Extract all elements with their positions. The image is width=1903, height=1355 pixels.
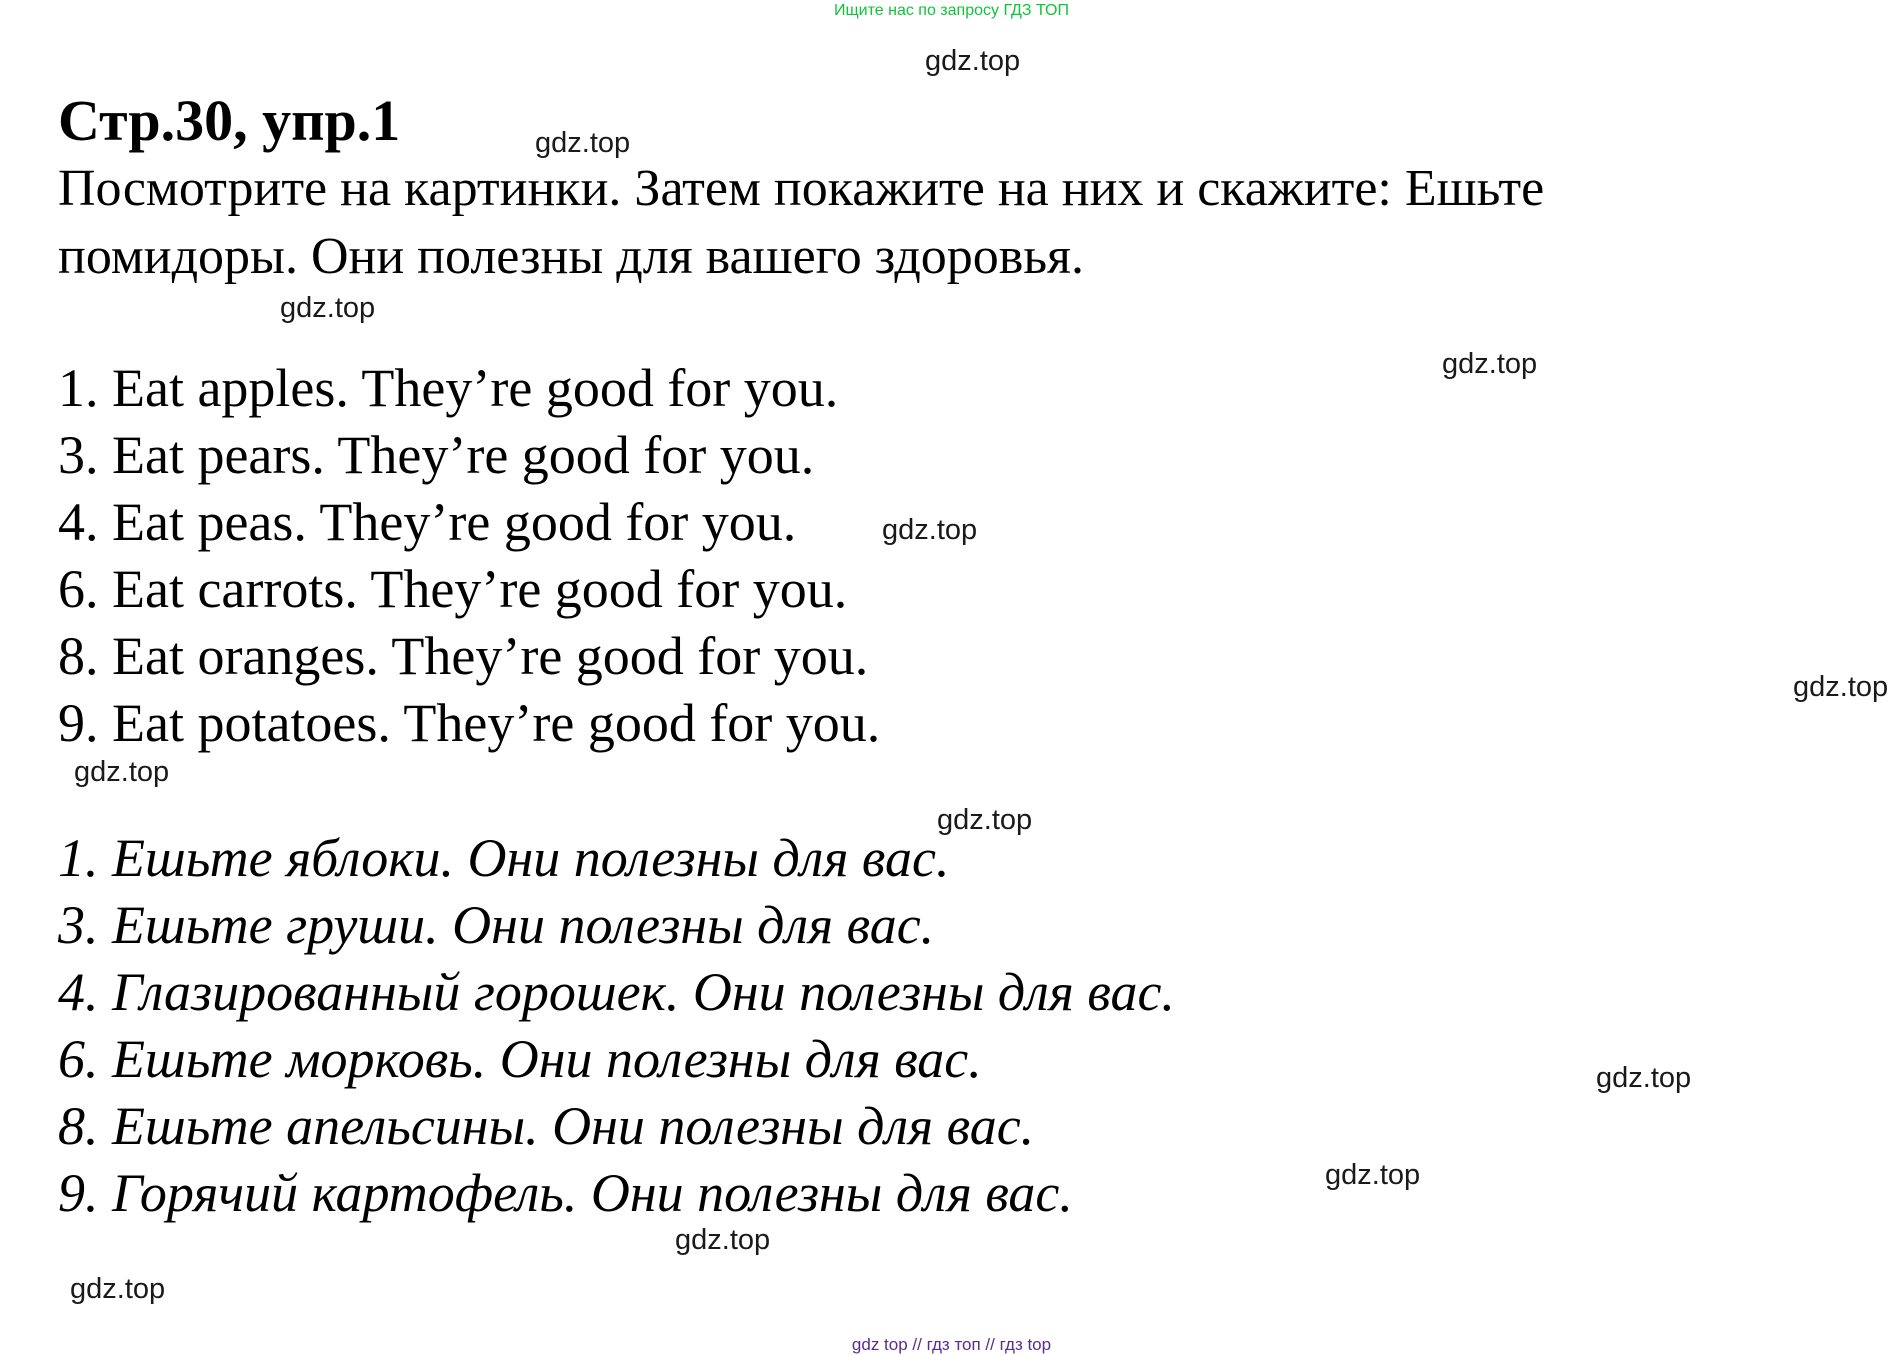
russian-answer: 9. Горячий картофель. Они полезны для вас. xyxy=(58,1163,1073,1223)
watermark: gdz.top xyxy=(925,45,1021,77)
watermark: gdz.top xyxy=(937,804,1033,836)
watermark: gdz.top xyxy=(1793,671,1889,703)
english-answer: 4. Eat peas. They’re good for you. xyxy=(58,492,797,552)
english-answer-list xyxy=(58,355,880,757)
russian-answer: 6. Ешьте морковь. Они полезны для вас. xyxy=(58,1029,982,1089)
watermark: gdz.top xyxy=(70,1273,166,1305)
english-answer: 1. Eat apples. They’re good for you. xyxy=(58,358,839,418)
watermark: gdz.top xyxy=(1325,1159,1421,1191)
english-answer: 9. Eat potatoes. They’re good for you. xyxy=(58,693,881,753)
russian-answer: 3. Ешьте груши. Они полезны для вас. xyxy=(58,895,935,955)
watermark: gdz.top xyxy=(535,127,631,159)
watermark: gdz.top xyxy=(280,292,376,324)
english-answer: 3. Eat pears. They’re good for you. xyxy=(58,425,815,485)
russian-answer: 4. Глазированный горошек. Они полезны для вас. xyxy=(58,962,1175,1022)
top-banner: Ищите нас по запросу ГДЗ ТОП xyxy=(834,2,1069,19)
exercise-title: Стр.30, упр.1 xyxy=(58,88,401,153)
russian-answer: 1. Ешьте яблоки. Они полезны для вас. xyxy=(58,828,950,888)
watermark: gdz.top xyxy=(1442,348,1538,380)
english-answer: 6. Eat carrots. They’re good for you. xyxy=(58,559,848,619)
watermark: gdz.top xyxy=(74,756,170,788)
watermark: gdz.top xyxy=(882,514,978,546)
task-description xyxy=(58,155,1778,291)
task-line: помидоры. Они полезны для вашего здоровья. xyxy=(58,228,1084,285)
task-line: Посмотрите на картинки. Затем покажите на них и скажите: Ешьте xyxy=(58,160,1545,217)
russian-answer: 8. Ешьте апельсины. Они полезны для вас. xyxy=(58,1096,1035,1156)
russian-answer-list xyxy=(58,825,1175,1227)
english-answer: 8. Eat oranges. They’re good for you. xyxy=(58,626,869,686)
watermark: gdz.top xyxy=(1596,1062,1692,1094)
watermark: gdz.top xyxy=(675,1224,771,1256)
footer-text: gdz top // гдз топ // гдз top xyxy=(851,1335,1052,1354)
